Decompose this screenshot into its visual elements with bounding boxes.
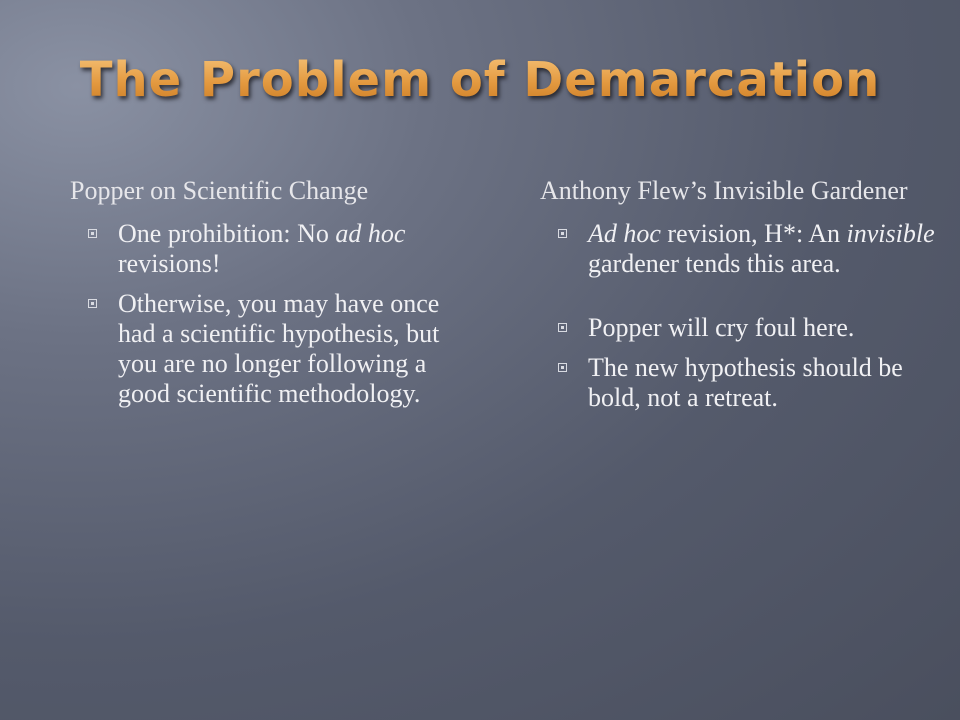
square-bullet-icon (88, 299, 97, 308)
left-bullet-list (70, 219, 470, 409)
item-text: One prohibition: No (118, 219, 336, 248)
list-item (70, 289, 470, 409)
item-text-italic: invisible (846, 219, 935, 248)
right-column-heading: Anthony Flew’s Invisible Gardener (540, 176, 908, 205)
square-bullet-icon (88, 229, 97, 238)
left-column-heading: Popper on Scientific Change (70, 176, 369, 205)
square-bullet-icon (558, 363, 567, 372)
list-item (70, 219, 470, 279)
item-text-italic: ad hoc (335, 219, 406, 248)
item-text: gardener tends this area. (588, 249, 841, 278)
square-bullet-icon (558, 229, 567, 238)
list-item (540, 353, 940, 413)
item-text: Otherwise, you may have once had a scientific hypothesis, but you are no longer following a good scientific methodology. (118, 289, 440, 408)
square-bullet-icon (558, 323, 567, 332)
item-text: revisions! (118, 249, 221, 278)
right-column (540, 175, 940, 423)
item-text-italic: Ad hoc (588, 219, 661, 248)
list-item (540, 219, 940, 279)
list-item (540, 313, 940, 343)
left-column (70, 175, 470, 419)
item-text: Popper will cry foul here. (588, 313, 855, 342)
item-text: revision, H*: An (660, 219, 847, 248)
item-text: The new hypothesis should be bold, not a retreat. (588, 353, 903, 412)
right-bullet-list (540, 219, 940, 413)
slide-title: The Problem of Demarcation (0, 52, 960, 108)
